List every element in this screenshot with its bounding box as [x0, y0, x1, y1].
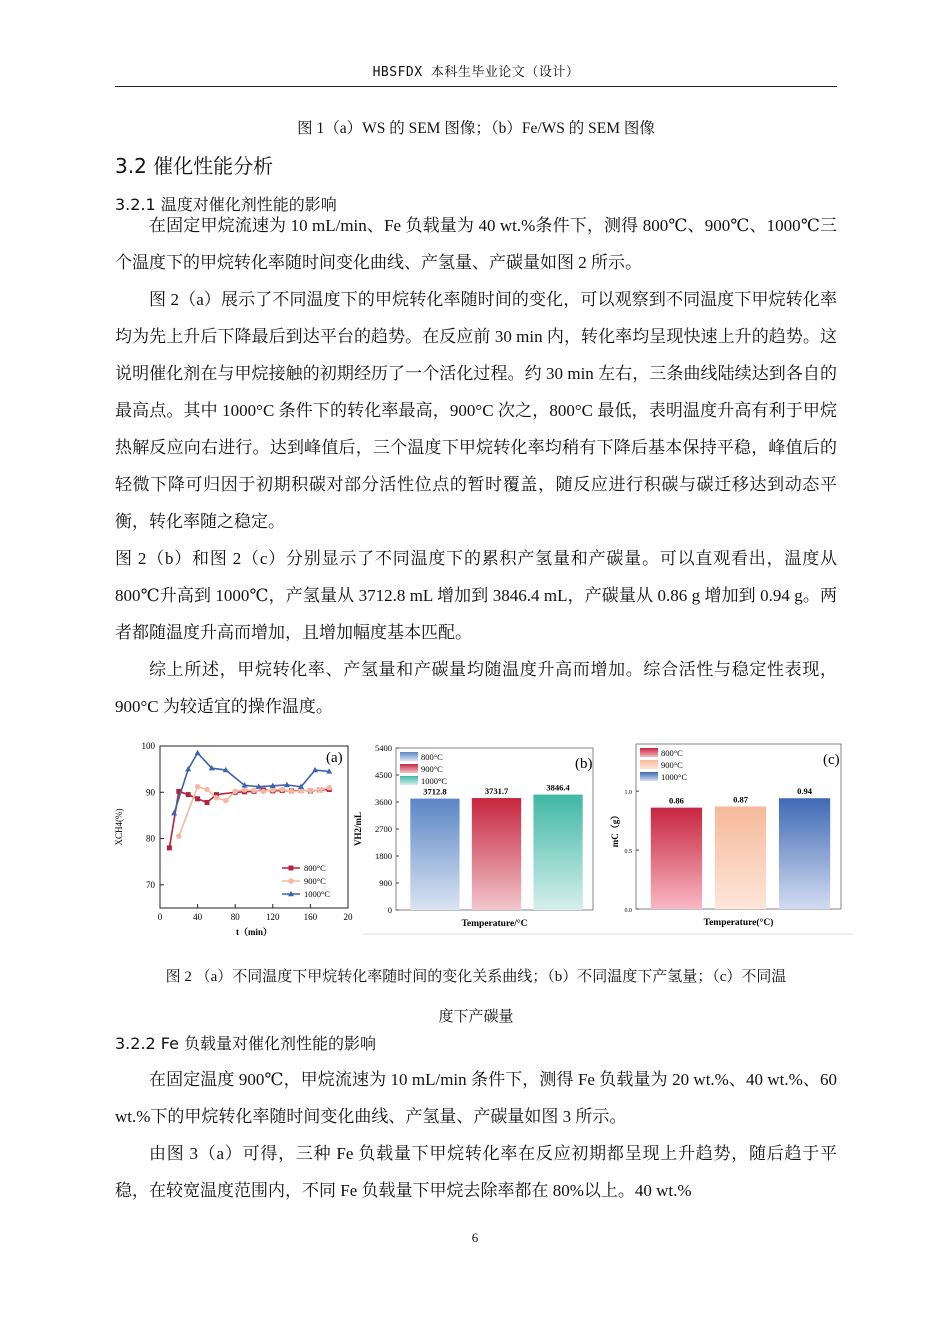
paragraph-3: 图 2（b）和图 2（c）分别显示了不同温度下的累积产氢量和产碳量。可以直观看出，温度从 800℃升高到 1000℃，产氢量从 3712.8 mL 增加到 3846.4 mL，产碳量从 0.86 g 增加到 0.94 g。两者都随温度升高而增加，且增加幅度基本匹配。 — [115, 549, 837, 642]
figure-2-caption — [115, 957, 837, 1037]
data-point — [204, 787, 209, 792]
chart-a — [114, 741, 353, 937]
bar-value-label: 0.86 — [669, 795, 684, 806]
legend-label: 900°C — [304, 876, 326, 886]
bar-value-label: 0.94 — [797, 786, 812, 797]
legend-marker — [289, 866, 294, 871]
x-tick-label: 120 — [266, 912, 280, 922]
bar — [715, 806, 766, 909]
data-point — [186, 792, 191, 797]
y-axis-label: mC（g） — [610, 810, 620, 848]
bar-value-label: 3712.8 — [423, 786, 447, 797]
bar — [779, 798, 830, 909]
y-tick-label: 0.0 — [624, 908, 632, 914]
x-tick-label: 80 — [230, 912, 240, 922]
y-tick-label: 70 — [146, 879, 155, 890]
data-point — [289, 789, 294, 794]
subsection-title-fe-loading: 3.2.2 Fe 负载量对催化剂性能的影响 — [115, 1034, 377, 1053]
data-point — [195, 796, 200, 801]
y-tick-label: 90 — [146, 787, 155, 798]
paragraph-4: 综上所述，甲烷转化率、产氢量和产碳量均随温度升高而增加。综合活性与稳定性表现，900°C 为较适宜的操作温度。 — [115, 660, 837, 716]
paragraph-6: 由图 3（a）可得，三种 Fe 负载量下甲烷转化率在反应初期都呈现上升趋势，随后趋于平稳，在较宽温度范围内，不同 Fe 负载量下甲烷去除率都在 80%以上。40 wt.% — [115, 1144, 837, 1200]
bar-value-label: 3846.4 — [546, 782, 570, 793]
bar — [651, 808, 702, 909]
paragraph-1: 在固定甲烷流速为 10 mL/min、Fe 负载量为 40 wt.%条件下，测得 800℃、900℃、1000℃三个温度下的甲烷转化率随时间变化曲线、产氢量、产碳量如图 2 所示。 — [115, 216, 837, 272]
panel-label: (c) — [823, 752, 840, 768]
figure-2-caption-line-2: 度下产碳量 — [438, 1009, 514, 1025]
bar-value-label: 3731.7 — [484, 786, 509, 797]
paragraph-2: 图 2（a）展示了不同温度下的甲烷转化率随时间的变化，可以观察到不同温度下甲烷转化率均为先上升后下降最后到达平台的趋势。在反应前 30 min 内，转化率均呈现快速上升的趋势。这说明催化剂在与甲烷接触的初期经历了一个活化过程。约 30 min 左右，三条曲线陆续达到各自的最高点。其中 1000°C 条件下的转化率最高，900°C 次之，800°C 最低，表明温度升高有利于甲烷热解反应向右进行。达到峰值后，三个温度下甲烷转化率均稍有下降后基本保持平稳，峰值后的轻微下降可归因于初期积碳对部分活性位点的暂时覆盖，随反应进行积碳与碳迁移达到动态平衡，转化率随之稳定。 — [115, 290, 837, 531]
y-tick-label: 900 — [379, 878, 392, 888]
section-title: 3.2 催化性能分析 — [115, 154, 274, 178]
figure-2-panels — [108, 734, 853, 940]
legend-swatch — [640, 772, 658, 781]
legend-swatch — [400, 752, 418, 761]
legend-label: 1000°C — [304, 889, 331, 899]
legend-label: 1000°C — [421, 776, 448, 786]
series-line — [179, 787, 329, 837]
data-point — [308, 788, 313, 793]
data-point — [214, 795, 219, 800]
x-tick-label: 160 — [303, 912, 318, 922]
x-axis-label: Temperature/°C — [461, 919, 528, 929]
data-point — [223, 798, 228, 803]
body-text-block-2 — [115, 1061, 837, 1209]
x-tick-label: 40 — [193, 912, 203, 922]
y-tick-label: 80 — [146, 833, 155, 844]
data-point — [167, 845, 172, 850]
y-axis-label: XCH4(%) — [114, 808, 124, 846]
series-line — [174, 753, 329, 813]
chart-c — [610, 744, 841, 928]
data-point — [242, 787, 247, 792]
page-number: 6 — [471, 1230, 479, 1245]
legend-label: 800°C — [304, 863, 326, 873]
x-tick-label: 0 — [157, 912, 163, 922]
y-tick-label: 100 — [141, 741, 155, 751]
data-point — [205, 800, 210, 805]
bar — [533, 795, 582, 910]
page-header: HBSFDX 本科生毕业论文（设计） — [115, 64, 837, 87]
data-point — [280, 787, 285, 792]
y-tick-label: 0 — [387, 905, 392, 915]
data-point — [270, 787, 275, 792]
data-point — [195, 750, 201, 755]
y-tick-label: 2700 — [375, 824, 392, 834]
figure-1-caption: 图 1（a）WS 的 SEM 图像；（b）Fe/WS 的 SEM 图像 — [297, 120, 655, 137]
data-point — [251, 788, 256, 793]
figure-2-svg — [108, 734, 853, 940]
legend-label: 800°C — [421, 752, 443, 762]
data-point — [298, 788, 303, 793]
chart-b — [353, 743, 853, 934]
legend-swatch — [640, 760, 658, 769]
legend-label: 900°C — [661, 760, 683, 770]
legend-label: 900°C — [421, 764, 443, 774]
data-point — [233, 789, 238, 794]
legend-swatch — [640, 748, 658, 757]
x-axis-label: Temperature(°C) — [703, 918, 774, 928]
data-point — [327, 785, 332, 790]
y-tick-label: 5400 — [375, 743, 392, 753]
bar-value-label: 0.87 — [733, 794, 748, 805]
y-tick-label: 1.0 — [624, 790, 632, 797]
subsection-title-temperature: 3.2.1 温度对催化剂性能的影响 — [115, 195, 337, 214]
x-axis-label: t（min） — [235, 927, 273, 937]
bar — [472, 798, 521, 910]
data-point — [195, 784, 200, 789]
x-tick-label: 20 — [343, 912, 353, 922]
data-point — [176, 834, 181, 839]
legend-label: 1000°C — [661, 772, 688, 782]
body-text-block-1 — [115, 207, 837, 725]
legend-label: 800°C — [661, 748, 683, 758]
paragraph-5: 在固定温度 900℃，甲烷流速为 10 mL/min 条件下，测得 Fe 负载量为 20 wt.%、40 wt.%、60 wt.%下的甲烷转化率随时间变化曲线、产氢量、产碳量如图 3 所示。 — [115, 1070, 837, 1126]
figure-2-caption-line-1: 图 2 （a）不同温度下甲烷转化率随时间的变化关系曲线；（b）不同温度下产氢量；（c）不同温 — [165, 969, 787, 985]
y-tick-label: 0.5 — [624, 849, 632, 856]
y-tick-label: 4500 — [375, 770, 392, 780]
y-tick-label: 3600 — [375, 797, 392, 807]
legend-swatch — [400, 776, 418, 785]
legend-marker — [288, 878, 293, 883]
data-point — [261, 789, 266, 794]
data-point — [317, 787, 322, 792]
bar — [410, 799, 459, 910]
panel-label: (b) — [575, 756, 593, 772]
y-tick-label: 1800 — [375, 851, 392, 861]
y-axis-label: VH2/mL — [353, 811, 363, 847]
panel-label: (a) — [326, 750, 343, 766]
legend-swatch — [400, 764, 418, 773]
